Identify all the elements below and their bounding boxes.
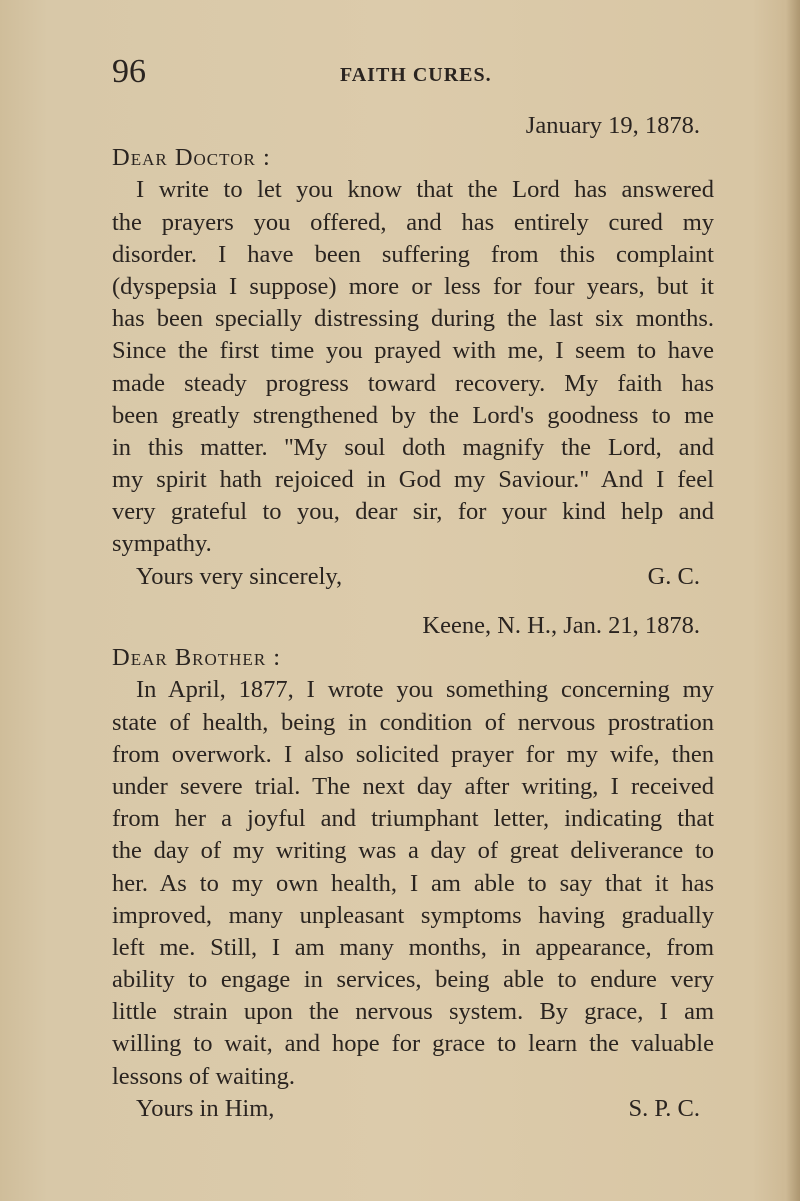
- signature: S. P. C.: [628, 1094, 700, 1122]
- text-line: has been specially distressing during the last six months.: [112, 305, 714, 333]
- text-line: her. As to my own health, I am able to say that it has: [112, 869, 714, 897]
- text-line: willing to wait, and hope for grace to learn the valuable: [112, 1030, 714, 1058]
- letter-2-closing: [112, 1093, 714, 1125]
- text-line: been greatly strengthened by the Lord's goodness to me: [112, 401, 714, 429]
- text-line: little strain upon the nervous system. By grace, I am: [112, 998, 714, 1026]
- text-line: disorder. I have been suffering from this complaint: [112, 240, 714, 268]
- letter-1-date: January 19, 1878.: [525, 112, 700, 139]
- signature: G. C.: [647, 562, 700, 590]
- closing-text: Yours very sincerely,: [136, 562, 343, 590]
- text-line: from her a joyful and triumphant letter, indicating that: [112, 805, 714, 833]
- text-line: (dyspepsia I suppose) more or less for four years, but it: [112, 272, 714, 300]
- text-line: ability to engage in services, being able to endure very: [112, 966, 714, 994]
- page-edge-shadow: [786, 0, 800, 1201]
- text-line: the prayers you offered, and has entirely cured my: [112, 208, 714, 236]
- letter-2-date: Keene, N. H., Jan. 21, 1878.: [422, 612, 700, 639]
- letter-1-salutation: Dear Doctor :: [112, 144, 271, 172]
- text-line: Since the first time you prayed with me, I seem to have: [112, 337, 714, 365]
- letter-2: [112, 610, 714, 1125]
- text-line: made steady progress toward recovery. My faith has: [112, 369, 714, 397]
- text-line: the day of my writing was a day of great deliverance to: [112, 837, 714, 865]
- text-line: lessons of waiting.: [112, 1062, 296, 1090]
- text-line: in this matter. ''My soul doth magnify the Lord, and: [112, 433, 714, 461]
- text-line: improved, many unpleasant symptoms having gradually: [112, 901, 714, 929]
- text-line: from overwork. I also solicited prayer for my wife, then: [112, 740, 714, 768]
- text-line: left me. Still, I am many months, in appearance, from: [112, 933, 714, 961]
- letter-2-salutation: Dear Brother :: [112, 644, 282, 672]
- letter-1: [112, 110, 714, 593]
- text-line: state of health, being in condition of nervous prostration: [112, 708, 714, 736]
- page-number: 96: [112, 53, 146, 90]
- text-line: my spirit hath rejoiced in God my Saviour." And I feel: [112, 466, 714, 494]
- closing-text: Yours in Him,: [136, 1094, 275, 1122]
- text-line: In April, 1877, I wrote you something concerning my: [136, 676, 714, 704]
- page-header: [112, 52, 712, 92]
- text-line: very grateful to you, dear sir, for your kind help and: [112, 498, 714, 526]
- text-line: sympathy.: [112, 530, 212, 558]
- text-line: under severe trial. The next day after writing, I received: [112, 772, 714, 800]
- letter-1-closing: [112, 561, 714, 593]
- text-line: I write to let you know that the Lord has answered: [136, 176, 714, 204]
- running-head: FAITH CURES.: [340, 64, 492, 86]
